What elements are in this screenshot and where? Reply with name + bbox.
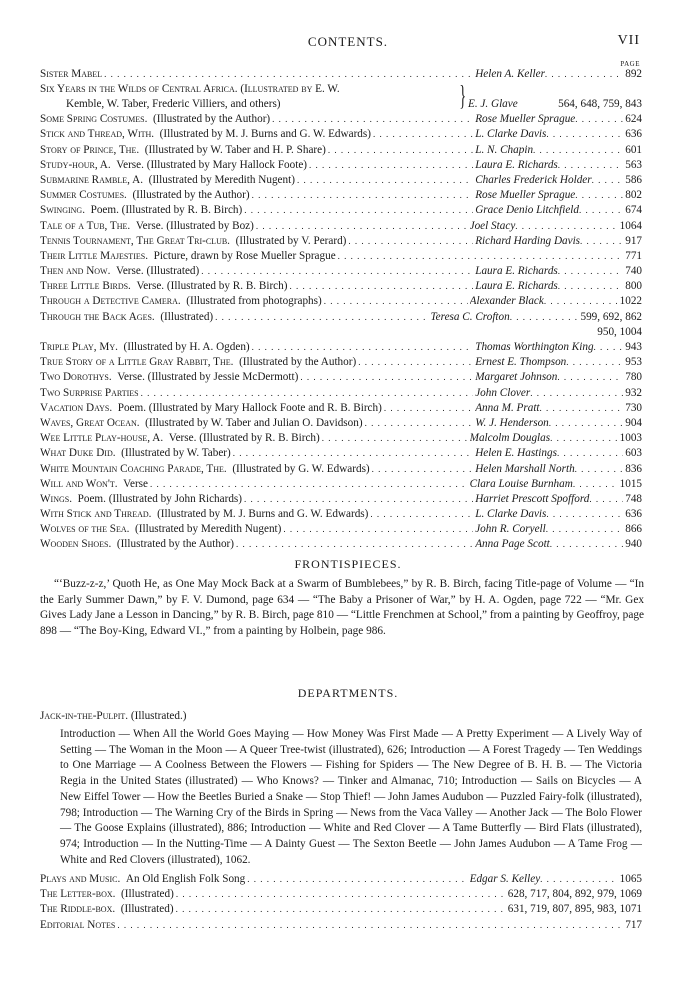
entry-pages: 601	[625, 143, 642, 156]
entry-author-cell	[475, 143, 623, 158]
entry-author-cell	[475, 401, 623, 416]
entry-note: (Illustrated)	[154, 310, 214, 323]
entry-note: Picture, drawn by Rose Mueller Sprague	[148, 249, 336, 262]
leader-dots	[176, 902, 504, 917]
entry-author: Margaret Johnson	[475, 371, 558, 384]
entry-title: Plays and Music.	[40, 873, 121, 885]
entry-author: Rose Mueller Sprague	[475, 189, 576, 202]
entry-author-cell	[475, 173, 623, 188]
entry-author-cell	[475, 446, 623, 461]
entry-author: Clara Louise Burnham	[469, 477, 573, 490]
entry-title: Wooden Shoes.	[40, 538, 112, 551]
contents-entry	[40, 872, 642, 887]
entry-author-cell	[470, 431, 618, 446]
entry-note: (Illustrated by the Author)	[147, 113, 271, 126]
entry-title: The Riddle-box.	[40, 903, 116, 916]
entry-author: John Clover	[475, 386, 531, 399]
entry-pages: 1003	[619, 432, 642, 445]
entry-title: With Stick and Thread.	[40, 508, 152, 521]
contents-entry	[40, 477, 642, 492]
entry-author: Grace Denio Litchfield	[475, 204, 579, 217]
leader-dots	[289, 279, 473, 294]
entry-note: (Illustrated by G. W. Edwards)	[226, 462, 370, 475]
jack-title: Jack-in-the-Pulpit.	[40, 710, 129, 722]
page-title: CONTENTS.	[307, 34, 389, 49]
entry-pages: 717	[625, 918, 642, 931]
entry-author: Anna M. Pratt	[475, 401, 540, 414]
entry-note: Verse. (Illustrated by R. B. Birch)	[163, 432, 320, 445]
entry-author: Laura E. Richards	[475, 158, 558, 171]
leader-dots	[372, 462, 474, 477]
entry-title: Some Spring Costumes.	[40, 113, 148, 126]
leader-dots	[244, 492, 473, 507]
entry-author: Richard Harding Davis	[475, 234, 581, 247]
entry-note: Verse. (Illustrated by R. B. Birch)	[130, 280, 288, 293]
entry-author-cell	[475, 264, 623, 279]
entry-author: Joel Stacy	[469, 219, 516, 232]
frontispieces-heading: FRONTISPIECES.	[294, 557, 402, 571]
entry-title-line2: Kemble, W. Taber, Frederic Villiers, and others)	[66, 98, 281, 111]
entry-author-cell	[475, 386, 623, 401]
contents-entry-special	[40, 82, 642, 112]
entry-title: True Story of a Little Gray Rabbit, The.	[40, 356, 234, 369]
leader-dots	[236, 537, 473, 552]
leader-dots	[533, 143, 623, 158]
leader-dots	[573, 477, 618, 492]
entry-author: E. J. Glave	[468, 98, 518, 111]
page-number: VII	[617, 33, 640, 48]
entry-title: Swinging.	[40, 204, 86, 217]
entry-pages: 730	[625, 401, 642, 414]
contents-entry	[40, 340, 642, 355]
entry-pages: 586	[625, 173, 642, 186]
entry-author: L. Clarke Davis	[475, 508, 547, 521]
entry-author: Rose Mueller Sprague	[475, 113, 576, 126]
entry-author-cell	[475, 279, 623, 294]
contents-entry	[40, 203, 642, 218]
entry-pages: 780	[625, 371, 642, 384]
frontispieces-text: “‘Buzz-z-z,’ Quoth He, as One May Mock Back at a Swarm of Bumblebees,” by R. B. Birch, facing Title-page of Volume — “In the Early Summer Dawn,” by F. V. Dumond, page 634 — “The Baby a Prisoner of War,” by H. A. Ogden, page 722 — “Mr. Gex Gives Lady Jane a Lesson in Dancing,” by R. B. Birch, page 810 — “Little Frenchmen at School,” from a painting by Geoffroy, page 898 — “The Boy-King, Edward VI.,” from a painting by Holbein, page 986.	[40, 578, 644, 637]
leader-dots	[384, 401, 473, 416]
leader-dots	[328, 143, 473, 158]
contents-entry	[40, 158, 642, 173]
entry-pages: 1015	[619, 477, 642, 490]
entry-title: Through the Back Ages.	[40, 310, 155, 323]
contents-entry	[40, 462, 642, 477]
entry-author-cell	[470, 872, 618, 887]
contents-entry	[40, 173, 642, 188]
entry-author: Anna Page Scott	[475, 538, 550, 551]
contents-entry	[40, 355, 642, 370]
leader-dots	[558, 264, 623, 279]
entry-pages: 932	[625, 386, 642, 399]
entry-author-cell	[475, 370, 623, 385]
entry-author: L. Clarke Davis	[475, 128, 547, 141]
entry-pages: 917	[625, 234, 642, 247]
contents-entry	[40, 188, 642, 203]
entry-note: (Illustrated by Meredith Nugent)	[143, 173, 295, 186]
leader-dots	[515, 219, 617, 234]
leader-dots	[575, 462, 624, 477]
contents-list	[40, 67, 642, 553]
entry-pages: 1065	[619, 873, 642, 885]
entry-title: Triple Play, My.	[40, 341, 118, 353]
leader-dots	[546, 507, 623, 522]
leader-dots	[558, 279, 623, 294]
entry-author: Helen A. Keller	[475, 68, 545, 80]
departments-list	[40, 872, 642, 933]
entry-note: (Illustrated)	[115, 903, 174, 916]
entry-author: Malcolm Douglas	[469, 432, 551, 445]
contents-entry	[40, 492, 642, 507]
jack-in-the-pulpit-text: Introduction — When All the World Goes Maying — How Money Was First Made — A Pretty Experiment — A Lively Way of Setting — The Woman in the Moon — A Queer Tree-twist (illustrated), 626; Introduction — A Forest Tragedy — Ten Weddings to One Marriage — A Coolness Between the Flowers — Fishing for Spiders — The New Degree of B. H. B. — The Victoria Regia in the United States (illustrated) — Who Knows? — Tinker and Almanac, 710; Introduction — Sails on Bicycles — A New Eiffel Tower — How the Beetles Buried a Snake — Stop Thief! — John James Audubon — Puzzled Fairy-folk (illustrated), 798; Introduction — The Warning Cry of the Birds in Spring — News from the Vaca Valley — Another Jack — The Bolo Flower — The Goose Explains (illustrated), 886; Introduction — White and Red Clover — A Tame Butterfly — Bird Flats (illustrated), 974; Introduction — In the Nutting-Time — A Dainty Guest — The Sexton Beetle — John James Audubon — A Tame Frog — White and Red Clovers (illustrated), 1062.	[60, 728, 642, 866]
contents-entry	[40, 522, 642, 537]
entry-title: Waves, Great Ocean.	[40, 416, 140, 429]
leader-dots	[558, 158, 623, 173]
leader-dots	[540, 872, 617, 887]
entry-pages: 563	[625, 158, 642, 171]
entry-note: (Illustrated by the Author)	[111, 538, 234, 551]
entry-author-cell	[475, 340, 623, 355]
entry-pages: 771	[625, 249, 642, 262]
entry-author-cell	[475, 462, 623, 477]
leader-dots	[117, 918, 621, 933]
leader-dots	[370, 507, 473, 522]
entry-pages: 636	[625, 128, 642, 141]
entry-pages: 628, 717, 804, 892, 979, 1069	[507, 888, 642, 901]
brace-icon: }	[459, 81, 467, 113]
entry-title: Vacation Days.	[40, 401, 113, 414]
entry-title: White Mountain Coaching Parade, The.	[40, 462, 227, 475]
leader-dots	[557, 446, 623, 461]
entry-author-cell	[475, 112, 623, 127]
entry-note: (Illustrated by W. Taber and H. P. Share)	[139, 143, 326, 156]
entry-title: Tale of a Tub, The.	[40, 219, 131, 232]
entry-note: Verse. (Illustrated by Mary Hallock Foote)	[110, 158, 308, 171]
leader-dots	[338, 249, 622, 264]
entry-title: Two Dorothys.	[40, 371, 112, 384]
contents-entry	[40, 127, 642, 142]
leader-dots	[322, 431, 468, 446]
leader-dots	[215, 310, 428, 325]
leader-dots	[575, 188, 623, 203]
entry-note: Verse. (Illustrated by Jessie McDermott)	[111, 371, 299, 384]
entry-author: Ernest E. Thompson	[475, 356, 567, 369]
entry-author-cell	[470, 477, 618, 492]
entry-title: Three Little Birds.	[40, 280, 131, 293]
contents-entry	[40, 264, 642, 279]
entry-author-cell	[470, 219, 618, 234]
leader-dots	[297, 173, 473, 188]
entry-title: Through a Detective Camera.	[40, 295, 181, 308]
leader-dots	[566, 355, 623, 370]
entry-pages-continuation: 950, 1004	[597, 325, 642, 338]
contents-entry	[40, 386, 642, 401]
entry-title: Sister Mabel	[40, 68, 103, 80]
entry-note: (Illustrated by M. J. Burns and G. W. Edwards)	[151, 508, 369, 521]
entry-pages: 940	[625, 538, 642, 551]
leader-dots	[550, 431, 618, 446]
contents-entry	[40, 310, 642, 325]
entry-note: Poem. (Illustrated by John Richards)	[72, 492, 242, 505]
entry-note: Poem. (Illustrated by Mary Hallock Foote and R. B. Birch)	[112, 401, 382, 414]
contents-entry	[40, 446, 642, 461]
entry-title: Wolves of the Sea.	[40, 523, 130, 536]
leader-dots	[300, 370, 473, 385]
leader-dots	[550, 537, 623, 552]
contents-entry	[40, 370, 642, 385]
entry-title: Summer Costumes.	[40, 189, 127, 202]
entry-note: (Illustrated by V. Perard)	[229, 234, 347, 247]
entry-pages: 943	[625, 341, 642, 353]
entry-pages: 802	[625, 189, 642, 202]
entry-author: Harriet Prescott Spofford	[475, 492, 590, 505]
entry-author-cell	[475, 67, 623, 82]
entry-pages: 800	[625, 280, 642, 293]
entry-author: L. N. Chapin	[475, 143, 534, 156]
entry-author-cell	[475, 537, 623, 552]
entry-title: What Duke Did.	[40, 447, 116, 460]
entry-note: (Illustrated by the Author)	[233, 356, 357, 369]
leader-dots	[141, 386, 474, 401]
contents-entry	[40, 401, 642, 416]
entry-pages: 740	[625, 265, 642, 278]
entry-pages: 748	[625, 492, 642, 505]
contents-entry	[40, 902, 642, 917]
entry-author: Laura E. Richards	[475, 280, 558, 293]
contents-entry	[40, 887, 642, 902]
leader-dots	[252, 340, 474, 355]
entry-note: (Illustrated by M. J. Burns and G. W. Edwards)	[154, 128, 371, 141]
leader-dots	[283, 522, 473, 537]
entry-author-cell	[475, 507, 623, 522]
entry-pages: 564, 648, 759, 843	[558, 98, 642, 111]
leader-dots	[252, 188, 474, 203]
contents-entry	[40, 143, 642, 158]
entry-note: (Illustrated)	[115, 888, 174, 901]
leader-dots	[272, 112, 473, 127]
entry-author: Edgar S. Kelley	[469, 873, 541, 885]
leader-dots	[575, 112, 623, 127]
entry-author-cell	[475, 203, 623, 218]
entry-pages: 904	[625, 416, 642, 429]
entry-note: (Illustrated by H. A. Ogden)	[117, 341, 250, 353]
leader-dots	[201, 264, 473, 279]
entry-author: John R. Coryell	[475, 523, 546, 536]
entry-note: Verse	[117, 477, 148, 490]
entry-note: (Illustrated by W. Taber and Julian O. Davidson)	[139, 416, 363, 429]
entry-note: An Old English Folk Song	[120, 873, 246, 885]
contents-entry	[40, 112, 642, 127]
leader-dots	[546, 127, 623, 142]
entry-author: Helen Marshall North	[475, 462, 575, 475]
leader-dots	[150, 477, 468, 492]
entry-note: Verse. (Illustrated by Boz)	[130, 219, 254, 232]
page-column-label: PAGE	[620, 60, 640, 68]
leader-dots	[592, 173, 624, 188]
contents-entry	[40, 537, 642, 552]
entry-author-cell	[475, 416, 623, 431]
leader-dots	[530, 386, 623, 401]
entry-author-cell	[430, 310, 578, 325]
leader-dots	[594, 340, 624, 355]
entry-note: Poem. (Illustrated by R. B. Birch)	[85, 204, 243, 217]
leader-dots	[256, 219, 468, 234]
entry-note: (Illustrated from photographs)	[180, 295, 322, 308]
leader-dots	[544, 294, 618, 309]
entry-author-cell	[475, 234, 623, 249]
entry-author: Laura E. Richards	[475, 265, 558, 278]
entry-title: Will and Won't.	[40, 477, 118, 490]
leader-dots	[247, 872, 467, 887]
entry-title: Wings.	[40, 492, 73, 505]
jack-in-the-pulpit-heading	[40, 710, 187, 722]
entry-title: Two Surprise Parties	[40, 386, 139, 399]
entry-author-cell	[475, 188, 623, 203]
entry-note: (Illustrated by W. Taber)	[115, 447, 231, 460]
entry-author: Charles Frederick Holder	[475, 173, 592, 186]
entry-pages: 636	[625, 508, 642, 521]
contents-entry	[40, 416, 642, 431]
leader-dots	[309, 158, 473, 173]
entry-title: Their Little Majesties.	[40, 249, 148, 262]
entry-author-cell	[475, 127, 623, 142]
entry-author: Helen E. Hastings	[475, 447, 557, 460]
leader-dots	[233, 446, 473, 461]
entry-pages: 836	[625, 462, 642, 475]
leader-dots	[579, 203, 623, 218]
leader-dots	[373, 127, 473, 142]
entry-note: (Illustrated by the Author)	[126, 189, 250, 202]
leader-dots	[549, 416, 623, 431]
departments-heading: DEPARTMENTS.	[297, 686, 399, 700]
contents-entry	[40, 234, 642, 249]
entry-title: The Letter-box.	[40, 888, 116, 901]
entry-title: Stick and Thread, With.	[40, 128, 155, 141]
leader-dots	[244, 203, 473, 218]
contents-entry	[40, 294, 642, 309]
entry-author-cell	[475, 522, 623, 537]
entry-pages: 866	[625, 523, 642, 536]
entry-author-cell	[470, 294, 618, 309]
entry-title-line1: Six Years in the Wilds of Central Africa. (Illustrated by E. W.	[40, 83, 340, 96]
entry-pages: 953	[625, 356, 642, 369]
entry-author: W. J. Henderson	[475, 416, 549, 429]
entry-pages: 599, 692, 862	[580, 310, 642, 323]
entry-title: Tennis Tournament, The Great Tri-club.	[40, 234, 230, 247]
entry-author-cell	[475, 492, 623, 507]
entry-author-cell	[475, 355, 623, 370]
leader-dots	[540, 401, 624, 416]
entry-pages: 892	[625, 68, 642, 80]
entry-author: Thomas Worthington King	[475, 341, 594, 353]
leader-dots	[348, 234, 473, 249]
leader-dots	[365, 416, 474, 431]
entry-title: Wee Little Play-house, A.	[40, 432, 164, 445]
leader-dots	[589, 492, 623, 507]
entry-title: Submarine Ramble, A.	[40, 173, 144, 186]
leader-dots	[580, 234, 623, 249]
contents-entry	[40, 918, 642, 933]
leader-dots	[557, 370, 623, 385]
entry-title: Story of Prince, The.	[40, 143, 140, 156]
leader-dots	[358, 355, 473, 370]
entry-title: Study-hour, A.	[40, 158, 111, 171]
leader-dots	[545, 67, 623, 82]
leader-dots	[324, 294, 468, 309]
contents-entry	[40, 219, 642, 234]
entry-pages: 1064	[619, 219, 642, 232]
entry-pages: 624	[625, 113, 642, 126]
entry-note: Verse. (Illustrated)	[110, 265, 200, 278]
leader-dots	[510, 310, 579, 325]
entry-author: Alexander Black	[469, 295, 544, 308]
entry-pages: 1022	[619, 295, 642, 308]
leader-dots	[104, 67, 473, 82]
entry-pages: 603	[625, 447, 642, 460]
leader-dots	[546, 522, 623, 537]
entry-title: Then and Now.	[40, 265, 111, 278]
jack-note: (Illustrated.)	[130, 710, 187, 722]
entry-note: (Illustrated by Meredith Nugent)	[129, 523, 282, 536]
contents-entry	[40, 249, 642, 264]
entry-author: Teresa C. Crofton	[430, 310, 510, 323]
entry-pages: 674	[625, 204, 642, 217]
contents-entry	[40, 67, 642, 82]
contents-entry	[40, 507, 642, 522]
leader-dots	[176, 887, 504, 902]
entry-title: Editorial Notes	[40, 918, 116, 931]
contents-entry	[40, 279, 642, 294]
entry-author-cell	[475, 158, 623, 173]
entry-pages: 631, 719, 807, 895, 983, 1071	[507, 903, 642, 916]
contents-entry	[40, 431, 642, 446]
